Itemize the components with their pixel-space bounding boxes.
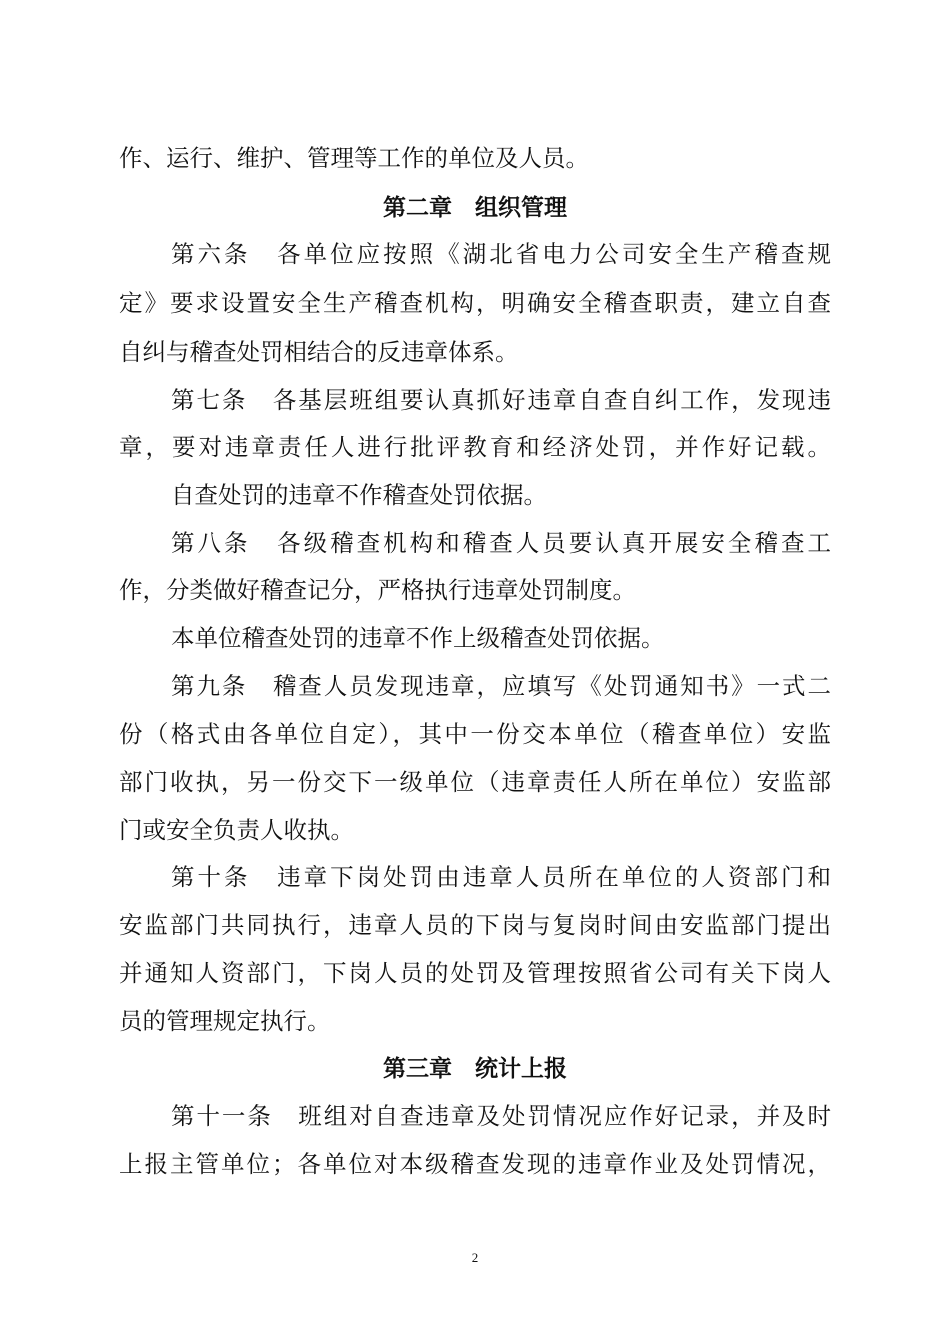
paragraph-line: 作，分类做好稽查记分，严格执行违章处罚制度。	[119, 576, 636, 604]
article-7-line: 第七条 各基层班组要认真抓好违章自查自纠工作，发现违	[171, 386, 831, 414]
article-9-line: 第九条 稽查人员发现违章，应填写《处罚通知书》一式二	[171, 672, 831, 700]
chapter-heading-2: 第二章 组织管理	[383, 195, 567, 221]
paragraph-line: 上报主管单位；各单位对本级稽查发现的违章作业及处罚情况，	[119, 1150, 831, 1178]
paragraph-line: 并通知人资部门，下岗人员的处罚及管理按照省公司有关下岗人	[119, 959, 831, 987]
paragraph-line: 安监部门共同执行，违章人员的下岗与复岗时间由安监部门提出	[119, 911, 831, 939]
paragraph-line: 定》要求设置安全生产稽查机构，明确安全稽查职责，建立自查	[119, 289, 831, 317]
page-number: 2	[471, 1250, 479, 1265]
paragraph-line: 作、运行、维护、管理等工作的单位及人员。	[119, 144, 589, 172]
article-6-line: 第六条 各单位应按照《湖北省电力公司安全生产稽查规	[171, 240, 831, 268]
paragraph-line: 门或安全负责人收执。	[119, 816, 354, 844]
paragraph-line: 部门收执，另一份交下一级单位（违章责任人所在单位）安监部	[119, 768, 831, 796]
paragraph-line: 自纠与稽查处罚相结合的反违章体系。	[119, 338, 519, 366]
article-10-line: 第十条 违章下岗处罚由违章人员所在单位的人资部门和	[171, 863, 831, 891]
chapter-heading-3: 第三章 统计上报	[383, 1056, 567, 1082]
article-11-line: 第十一条 班组对自查违章及处罚情况应作好记录，并及时	[171, 1102, 831, 1130]
article-8-line: 第八条 各级稽查机构和稽查人员要认真开展安全稽查工	[171, 529, 831, 557]
paragraph-line: 章，要对违章责任人进行批评教育和经济处罚，并作好记载。	[119, 433, 831, 461]
paragraph-line: 自查处罚的违章不作稽查处罚依据。	[171, 481, 547, 509]
paragraph-line: 份（格式由各单位自定），其中一份交本单位（稽查单位）安监	[119, 720, 831, 748]
paragraph-line: 本单位稽查处罚的违章不作上级稽查处罚依据。	[171, 624, 665, 652]
paragraph-line: 员的管理规定执行。	[119, 1007, 331, 1035]
